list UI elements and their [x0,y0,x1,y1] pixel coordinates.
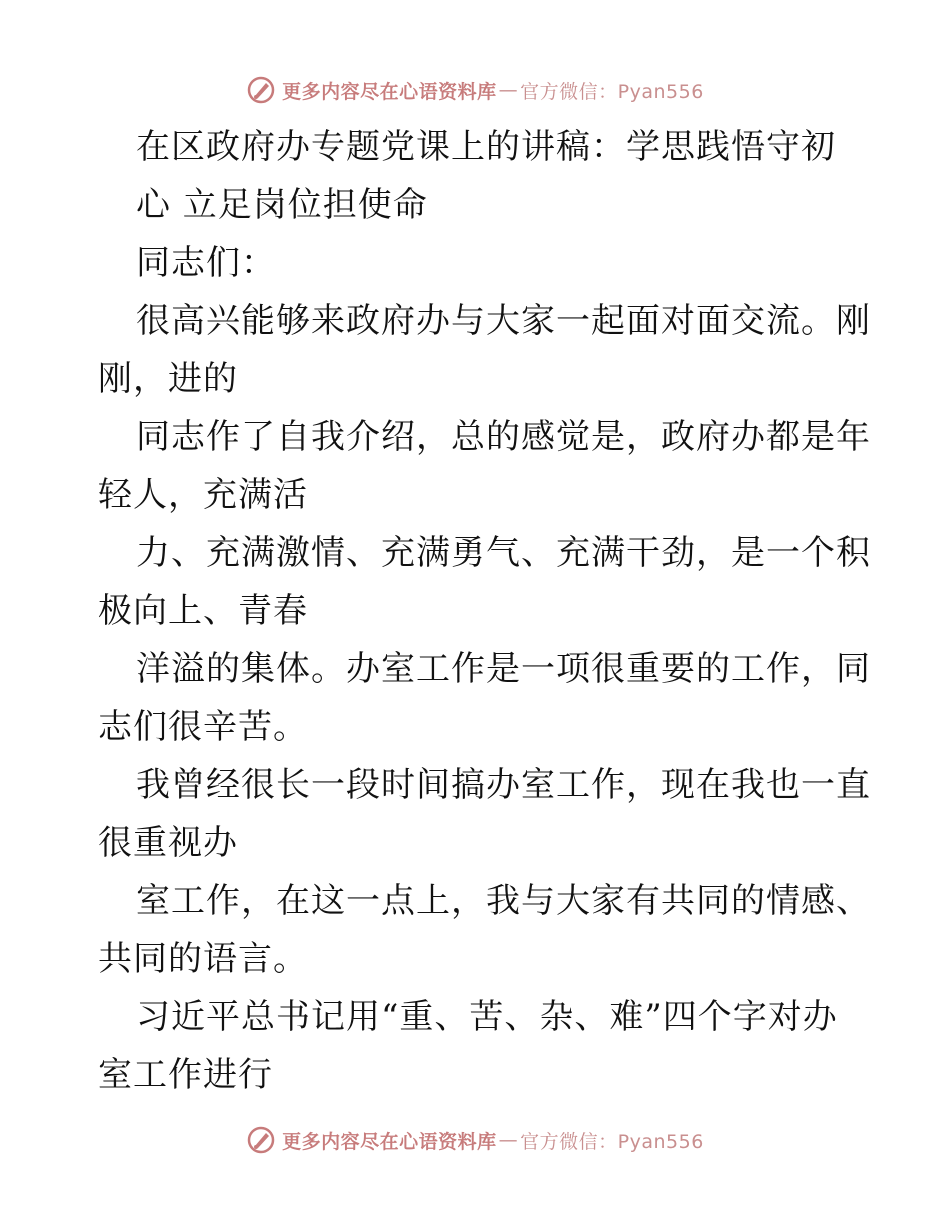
pen-circle-logo-icon [246,1125,276,1155]
text-line: 我曾经很长一段时间搞办室工作，现在我也一直 [136,765,871,805]
banner-dash: — [498,1129,519,1151]
text-line: 同志们： [136,243,276,283]
text-line: 极向上、青春 [98,591,308,631]
text-line: 刚，进的 [98,359,238,399]
banner-wechat: 官方微信：Pyan556 [520,1130,704,1153]
pen-circle-logo-icon [246,75,276,105]
text-line: 洋溢的集体。办室工作是一项很重要的工作，同 [136,649,871,689]
text-line: 很高兴能够来政府办与大家一起面对面交流。刚 [136,301,871,341]
text-line: 轻人，充满活 [98,475,308,515]
text-line: 习近平总书记用“重、苦、杂、难”四个字对办 [136,997,838,1037]
footer-watermark-banner [0,1120,950,1160]
text-line: 心 立足岗位担使命 [136,185,428,225]
text-line: 志们很辛苦。 [98,707,308,747]
banner-dash: — [498,79,519,101]
text-line: 室工作进行 [98,1055,273,1095]
text-line: 共同的语言。 [98,939,308,979]
text-line: 力、充满激情、充满勇气、充满干劲，是一个积 [136,533,871,573]
text-line: 同志作了自我介绍，总的感觉是，政府办都是年 [136,417,871,457]
banner-text: 更多内容尽在心语资料库 [282,80,497,103]
banner-wechat: 官方微信：Pyan556 [520,80,704,103]
text-line: 很重视办 [98,823,238,863]
text-line: 室工作，在这一点上，我与大家有共同的情感、 [136,881,871,921]
document-body [98,118,871,1104]
header-watermark-banner [0,70,950,110]
banner-text: 更多内容尽在心语资料库 [282,1130,497,1153]
text-line: 在区政府办专题党课上的讲稿：学思践悟守初 [136,127,836,167]
